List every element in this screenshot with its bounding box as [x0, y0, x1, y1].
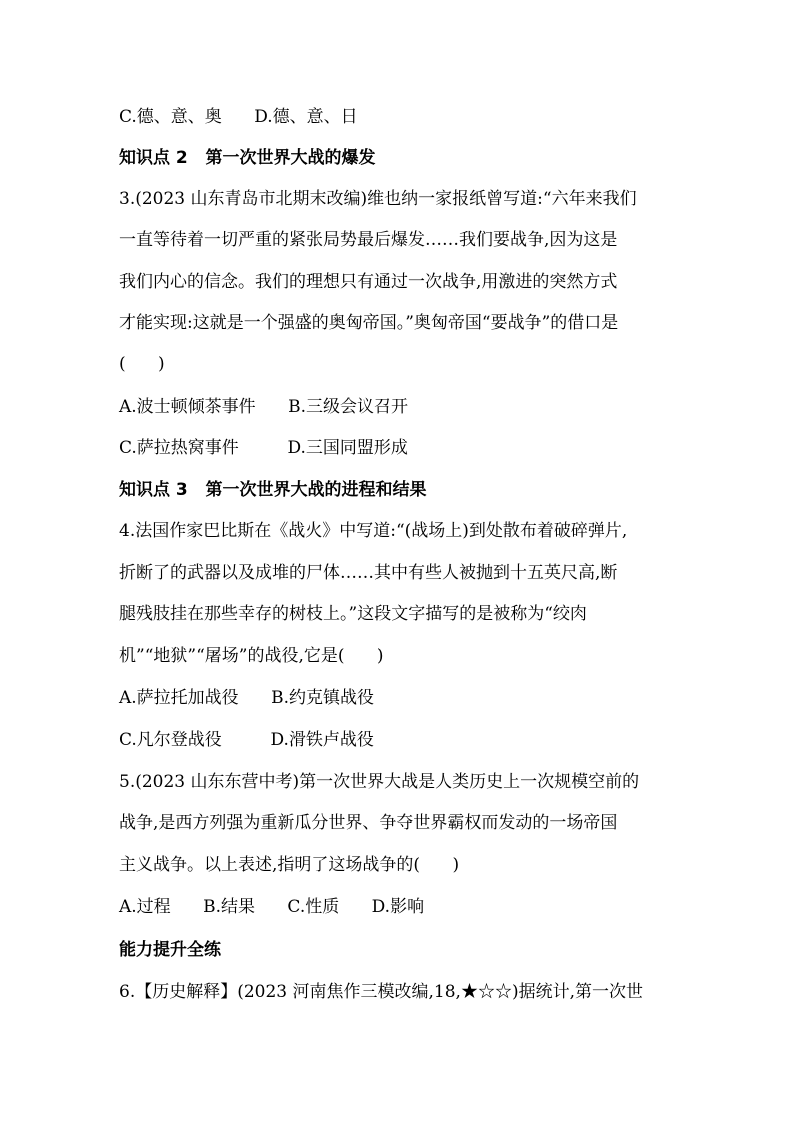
q3-text-line-4: 才能实现:这就是一个强盛的奥匈帝国。”奥匈帝国“要战争”的借口是 [119, 313, 619, 333]
q4-text-line-3: 腿残肢挂在那些幸存的树枝上。”这段文字描写的是被称为“绞肉 [119, 604, 587, 624]
q5-options: A.过程 B.结果 C.性质 D.影响 [119, 897, 425, 917]
q4-options-cd: C.凡尔登战役 D.滑铁卢战役 [119, 730, 374, 750]
q5-text-line-1: 5.(2023 山东东营中考)第一次世界大战是人类历史上一次规模空前的 [119, 772, 640, 792]
q4-options-ab: A.萨拉托加战役 B.约克镇战役 [119, 688, 374, 708]
q3-options-cd: C.萨拉热窝事件 D.三国同盟形成 [119, 438, 408, 458]
q3-options-ab: A.波士顿倾茶事件 B.三级会议召开 [119, 397, 408, 417]
q2-options-cd: C.德、意、奥 D.德、意、日 [119, 107, 358, 127]
q3-text-line-2: 一直等待着一切严重的紧张局势最后爆发……我们要战争,因为这是 [119, 230, 618, 250]
q4-text-line-1: 4.法国作家巴比斯在《战火》中写道:“(战场上)到处散布着破碎弹片, [119, 521, 628, 541]
section-heading-3: 知识点 3 第一次世界大战的进程和结果 [119, 480, 427, 500]
q4-text-line-2: 折断了的武器以及成堆的尸体……其中有些人被抛到十五英尺高,断 [119, 563, 618, 583]
section-heading-2: 知识点 2 第一次世界大战的爆发 [119, 148, 376, 168]
q6-text-line-1: 6.【历史解释】(2023 河南焦作三模改编,18,★☆☆)据统计,第一次世 [119, 982, 643, 1002]
q4-text-line-4: 机”“地狱”“屠场”的战役,它是( ) [119, 646, 384, 666]
q3-answer-bracket: ( ) [119, 354, 165, 374]
q3-text-line-1: 3.(2023 山东青岛市北期末改编)维也纳一家报纸曾写道:“六年来我们 [119, 189, 637, 209]
section-heading-ability: 能力提升全练 [119, 940, 221, 960]
q3-text-line-3: 我们内心的信念。我们的理想只有通过一次战争,用激进的突然方式 [119, 272, 618, 292]
q5-text-line-2: 战争,是西方列强为重新瓜分世界、争夺世界霸权而发动的一场帝国 [119, 813, 618, 833]
q5-text-line-3: 主义战争。以上表述,指明了这场战争的( ) [119, 855, 460, 875]
